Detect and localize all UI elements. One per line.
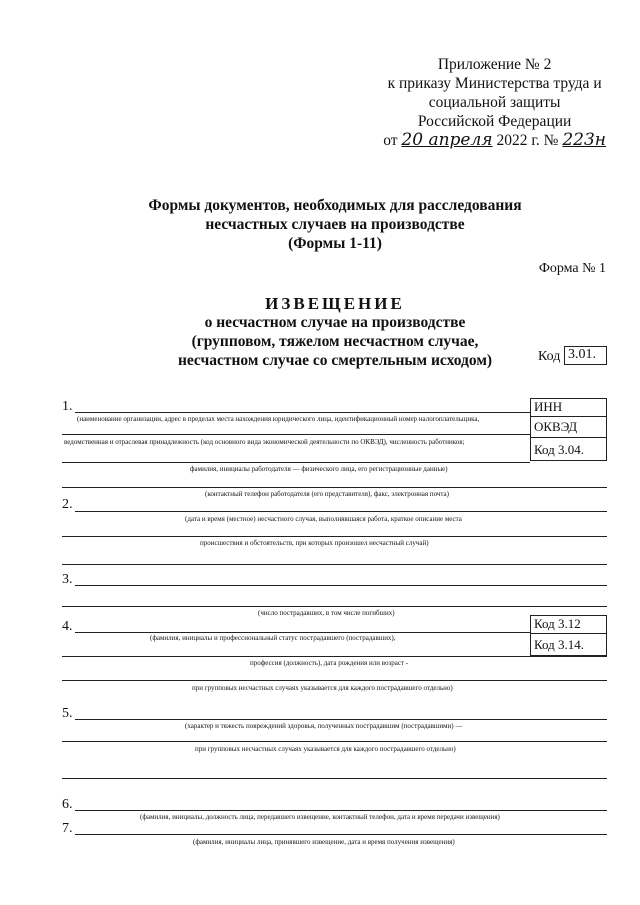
section-5-caption-2: при групповых несчастных случаях указывается для каждого пострадавшего отдельно): [195, 745, 456, 753]
date-suffix: 2022 г. №: [496, 132, 559, 149]
section-3-caption-1: (число пострадавших, в том числе погибших): [258, 609, 395, 617]
inn-field[interactable]: ИНН: [530, 398, 607, 417]
country-name: Российской Федерации: [417, 113, 572, 130]
section-3-line-1[interactable]: [75, 585, 607, 586]
forms-title-line1: Формы документов, необходимых для расследования: [148, 197, 522, 214]
notice-subtitle-line1: о несчастном случае на производстве: [204, 314, 466, 331]
ministry-name: социальной защиты: [428, 94, 561, 111]
form-number: Форма № 1: [538, 261, 606, 276]
section-1-line-4[interactable]: [62, 487, 607, 488]
section-2-caption-1: (дата и время (местное) несчастного случая, выполнявшаяся работа, краткое описание места: [185, 515, 462, 523]
section-4-caption-2: профессия (должность), дата рождения или возраст -: [250, 659, 409, 667]
section-5-line-1[interactable]: [75, 719, 607, 720]
section-1-caption-4: (контактный телефон работодателя (его представителя), факс, электронная почта): [205, 490, 449, 498]
okved-field[interactable]: ОКВЭД: [530, 416, 607, 438]
section-2-line-2[interactable]: [62, 536, 607, 537]
kod-label: Код: [538, 349, 561, 364]
section-5-line-3[interactable]: [62, 778, 607, 779]
order-reference: к приказу Министерства труда и: [387, 75, 602, 92]
notice-title: ИЗВЕЩЕНИЕ: [265, 294, 405, 313]
kod-301-field[interactable]: 3.01.: [564, 346, 607, 365]
kod-312-field[interactable]: Код 3.12: [530, 615, 607, 634]
kod-314-field[interactable]: Код 3.14.: [530, 633, 607, 656]
appendix-header: [383, 55, 606, 150]
section-1-caption-3: фамилия, инициалы работодателя — физического лица, его регистрационные данные): [190, 465, 448, 473]
section-4-line-1[interactable]: [75, 632, 530, 633]
handwritten-order-number: 223н: [562, 130, 606, 150]
section-4-caption-3: при групповых несчастных случаях указывается для каждого пострадавшего отдельно): [192, 684, 453, 692]
section-2-line-1[interactable]: [75, 511, 607, 512]
section-1-line-3[interactable]: [62, 462, 530, 463]
section-2-caption-2: происшествия и обстоятельств, при которых произошел несчастный случай): [200, 539, 429, 547]
date-prefix: от: [383, 132, 398, 149]
notice-subtitle-line2: (групповом, тяжелом несчастном случае,: [191, 333, 479, 350]
section-1-caption-1: (наименование организации, адрес в пределах места нахождения юридического лица, идентификационный номер налогоплательщика,: [77, 415, 480, 423]
section-7-number: 7.: [62, 821, 73, 836]
kod-304-field[interactable]: Код 3.04.: [530, 437, 607, 461]
appendix-number: Приложение № 2: [437, 56, 552, 73]
section-1-caption-2: ведомственная и отраслевая принадлежность (код основного вида экономической деятельности по ОКВЭД), численность работников;: [64, 438, 465, 446]
section-5-line-2[interactable]: [62, 741, 607, 742]
section-2-number: 2.: [62, 497, 73, 512]
section-4-number: 4.: [62, 619, 73, 634]
section-5-caption-1: (характер и тяжесть повреждений здоровья, полученных пострадавшим (пострадавшими) —: [185, 722, 463, 730]
section-4-line-2[interactable]: [62, 656, 607, 657]
section-6-caption-1: (фамилия, инициалы, должность лица, передавшего извещение, контактный телефон, дата и время передачи извещения): [140, 813, 500, 821]
section-3-line-2[interactable]: [62, 606, 607, 607]
section-2-line-3[interactable]: [62, 564, 607, 565]
section-1-number: 1.: [62, 399, 73, 414]
forms-title-line3: (Формы 1-11): [288, 235, 382, 252]
section-3-number: 3.: [62, 572, 73, 587]
section-4-caption-1: (фамилия, инициалы и профессиональный статус пострадавшего (пострадавших),: [150, 634, 396, 642]
order-date-line: [383, 131, 606, 150]
handwritten-date: 20 апреля: [401, 130, 493, 150]
section-5-number: 5.: [62, 706, 73, 721]
section-1-line-2[interactable]: [62, 434, 530, 435]
section-4-line-3[interactable]: [62, 680, 607, 681]
section-7-caption-1: (фамилия, инициалы лица, принявшего извещение, дата и время получения извещения): [193, 838, 455, 846]
section-6-line-1[interactable]: [75, 810, 607, 811]
forms-title: [0, 196, 640, 253]
forms-title-line2: несчастных случаев на производстве: [205, 216, 465, 233]
notice-subtitle-line3: несчастном случае со смертельным исходом): [177, 352, 493, 369]
section-6-number: 6.: [62, 797, 73, 812]
section-7-line-1[interactable]: [75, 834, 607, 835]
section-1-line-1[interactable]: [75, 412, 530, 413]
